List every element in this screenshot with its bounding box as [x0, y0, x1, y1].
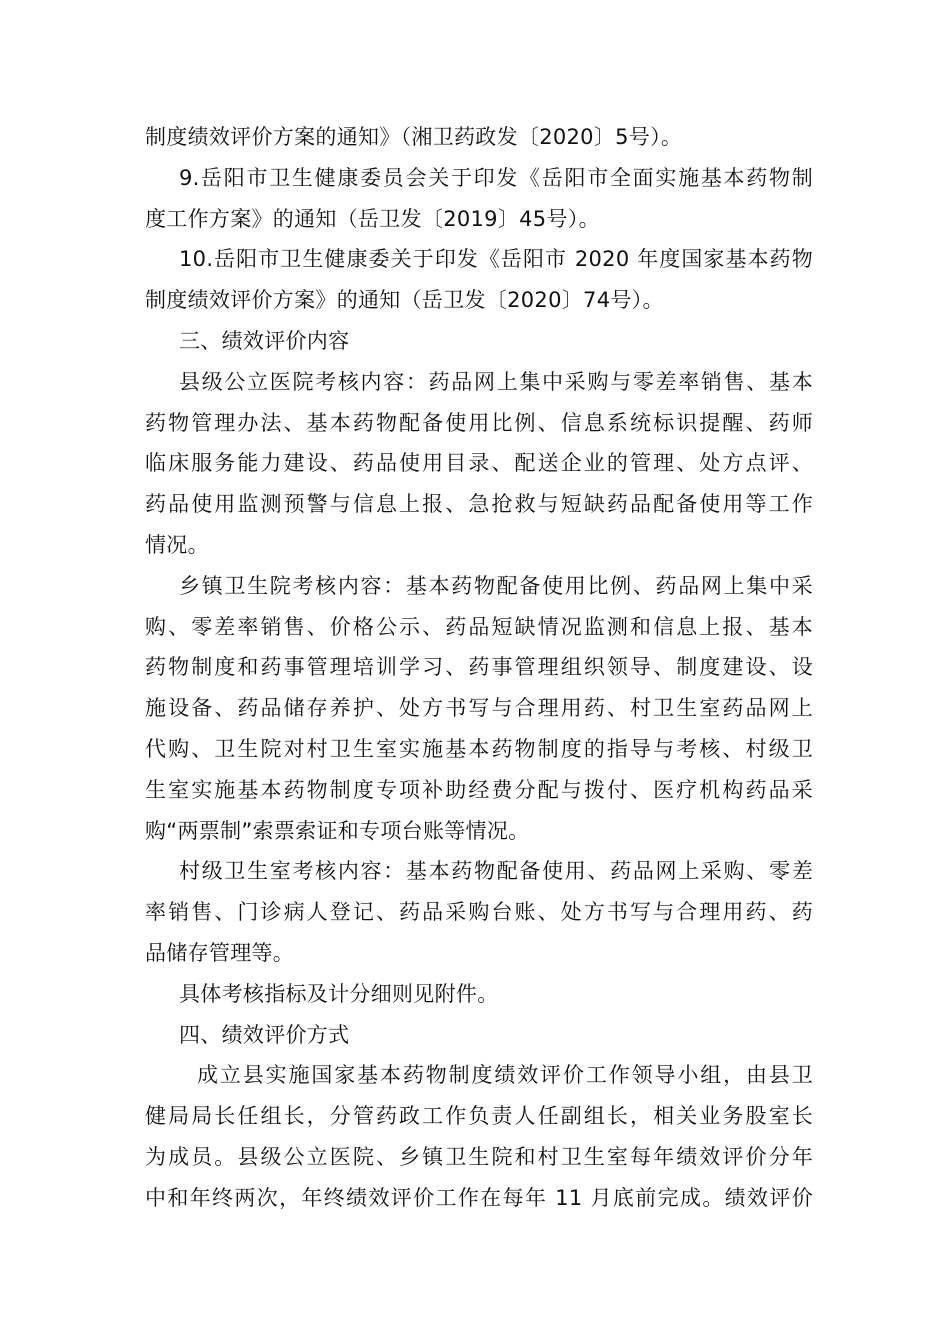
text-line: 代购、卫生院对村卫生室实施基本药物制度的指导与考核、村级卫	[145, 736, 813, 761]
text-line: 购、零差率销售、价格公示、药品短缺情况监测和信息上报、基本	[145, 614, 813, 639]
text-line: 制度绩效评价方案》的通知（岳卫发〔2020〕74号）。	[145, 288, 664, 313]
text-line: 9.岳阳市卫生健康委员会关于印发《岳阳市全面实施基本药物制	[179, 165, 813, 190]
text-line: 生室实施基本药物制度专项补助经费分配与拨付、医疗机构药品采	[145, 777, 813, 802]
text-line: 情况。	[145, 532, 209, 557]
text-line: 10.岳阳市卫生健康委关于印发《岳阳市 2020 年度国家基本药物	[179, 247, 813, 272]
section-heading: 四、绩效评价方式	[179, 1022, 350, 1047]
text-line: 为成员。县级公立医院、乡镇卫生院和村卫生室每年绩效评价分年	[145, 1144, 813, 1169]
text-line: 具体考核指标及计分细则见附件。	[179, 981, 499, 1006]
text-line: 药物管理办法、基本药物配备使用比例、信息系统标识提醒、药师	[145, 410, 813, 435]
text-line: 药物制度和药事管理培训学习、药事管理组织领导、制度建设、设	[145, 655, 813, 680]
text-line: 施设备、药品储存养护、处方书写与合理用药、村卫生室药品网上	[145, 696, 813, 721]
section-heading: 三、绩效评价内容	[179, 328, 350, 353]
text-line: 中和年终两次，年终绩效评价工作在每年 11 月底前完成。绩效评价	[145, 1185, 813, 1210]
document-body	[145, 117, 813, 1219]
text-line: 临床服务能力建设、药品使用目录、配送企业的管理、处方点评、	[145, 451, 813, 476]
text-line: 购“两票制”索票索证和专项台账等情况。	[145, 818, 530, 843]
text-line: 乡镇卫生院考核内容：基本药物配备使用比例、药品网上集中采	[179, 573, 813, 598]
text-line: 率销售、门诊病人登记、药品采购台账、处方书写与合理用药、药	[145, 900, 813, 925]
text-line: 度工作方案》的通知（岳卫发〔2019〕45号）。	[145, 206, 600, 231]
text-line: 县级公立医院考核内容：药品网上集中采购与零差率销售、基本	[179, 369, 813, 394]
text-line: 健局局长任组长，分管药政工作负责人任副组长，相关业务股室长	[145, 1104, 813, 1129]
text-line: 品储存管理等。	[145, 940, 295, 965]
text-line: 制度绩效评价方案的通知》（湘卫药政发〔2020〕5号）。	[145, 125, 683, 149]
text-line: 药品使用监测预警与信息上报、急抢救与短缺药品配备使用等工作	[145, 492, 813, 517]
text-line: 村级卫生室考核内容：基本药物配备使用、药品网上采购、零差	[179, 859, 813, 884]
text-line: 成立县实施国家基本药物制度绩效评价工作领导小组，由县卫	[197, 1063, 813, 1088]
